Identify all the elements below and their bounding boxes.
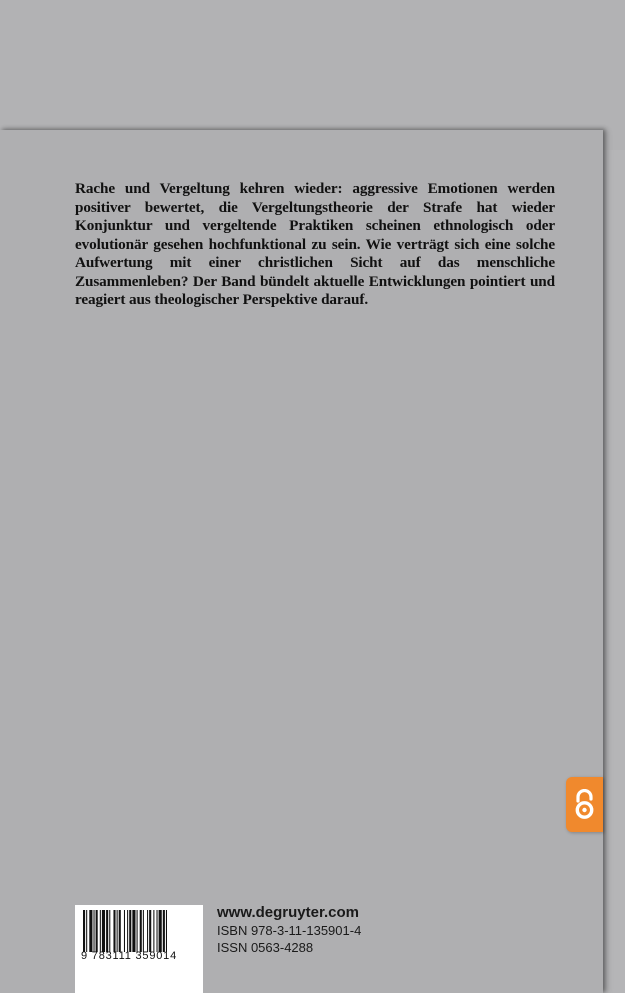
barcode-bar (129, 910, 131, 952)
barcode-bar (157, 910, 158, 952)
barcode-bars (83, 910, 195, 952)
blurb-text: Rache und Vergeltung kehren wieder: aggressive Emotionen werden positiver bewertet, die Vergeltungstheorie der Strafe hat wieder Konjunktur und vergeltende Praktiken scheinen ethnologisch oder evolutionär gesehen hochfunktional zu sein. Wie verträgt sich eine solche Aufwertung mit einer christlichen Sicht auf das menschliche Zusammenleben? Der Band bündelt aktuelle Entwicklungen pointiert und reagiert aus theologischer Perspektive darauf. (75, 180, 555, 308)
barcode-bar (127, 910, 128, 952)
cover-edge (603, 150, 625, 993)
barcode-bar (163, 910, 165, 952)
barcode-bar (89, 910, 92, 952)
barcode-bar (149, 910, 151, 952)
barcode-bar (113, 910, 115, 952)
barcode-digits: 9 783111 359014 (81, 950, 178, 962)
open-access-icon (573, 789, 596, 821)
barcode-bar (140, 910, 142, 952)
barcode-bar (153, 910, 154, 952)
barcode-bar (86, 910, 87, 952)
barcode-bar (124, 910, 125, 952)
barcode-bar (119, 910, 121, 952)
isbn-barcode (75, 905, 203, 993)
barcode-bar (132, 910, 135, 952)
barcode-bar (83, 910, 85, 952)
publisher-info (217, 904, 361, 956)
barcode-bar (102, 910, 105, 952)
barcode-bar (94, 910, 95, 952)
isbn-text: ISBN 978-3-11-135901-4 (217, 923, 362, 938)
barcode-bar (166, 910, 167, 952)
barcode-bar (106, 910, 108, 952)
barcode-bar (100, 910, 101, 952)
barcode-bar (96, 910, 98, 952)
barcode-bar (109, 910, 110, 952)
barcode-bar (117, 910, 118, 952)
barcode-bar (159, 910, 162, 952)
open-access-badge[interactable] (566, 777, 603, 832)
barcode-bar (147, 910, 148, 952)
barcode-bar (143, 910, 144, 952)
issn-text: ISSN 0563-4288 (217, 940, 314, 955)
barcode-bar (137, 910, 138, 952)
publisher-url[interactable]: www.degruyter.com (217, 904, 359, 921)
